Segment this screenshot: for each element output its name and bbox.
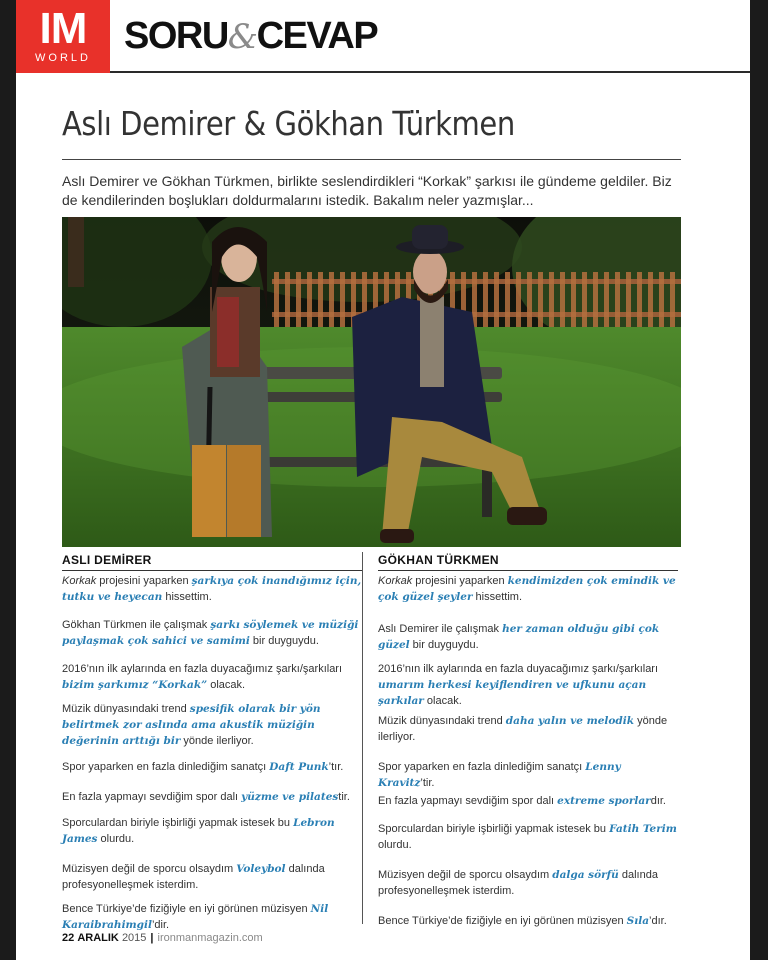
qa-item (62, 661, 362, 693)
qa-item (378, 573, 678, 605)
printed-text: bir duyguydu. (249, 635, 319, 647)
printed-text: dalında profesyonelleşmek isterdim. (378, 869, 658, 897)
printed-text: En fazla yapmayı sevdiğim spor dalı (62, 791, 242, 803)
handwritten-answer: Lenny Kravitz (378, 761, 621, 789)
handwritten-answer: her zaman olduğu gibi çok güzel (378, 623, 660, 651)
printed-text: bir duyguydu. (409, 639, 479, 651)
handwritten-answer: şarkı söylemek ve müziği paylaşmak çok sahici ve samimi (62, 619, 359, 647)
printed-text: ’tır. (328, 761, 344, 773)
article-title: Aslı Demirer & Gökhan Türkmen (62, 104, 515, 143)
printed-text: dır. (650, 795, 666, 807)
printed-text: Müzik dünyasındaki trend (378, 715, 506, 727)
qa-item (62, 573, 362, 605)
handwritten-answer: Daft Punk (269, 761, 329, 773)
printed-text: 2016’nın ilk aylarında en fazla duyacağımız şarkı/şarkıları (62, 663, 343, 675)
qa-item (378, 713, 678, 745)
printed-text: yönde ilerliyor. (180, 735, 254, 747)
qa-item (62, 617, 362, 649)
column-heading-rule (378, 570, 678, 571)
logo-sub: WORLD (35, 52, 91, 64)
qa-item (62, 901, 362, 933)
issue-month: ARALIK (77, 932, 119, 944)
article-intro: Aslı Demirer ve Gökhan Türkmen, birlikte seslendirdikleri “Korkak” şarkısı ile gündeme geldiler. Biz de kendilerinden boşlukları doldurmalarını istedik. Bakalım neler yazmışlar... (62, 173, 672, 208)
handwritten-answer: bizim şarkımız “Korkak” (62, 679, 208, 691)
handwritten-answer: dalga sörfü (552, 869, 619, 881)
printed-text: projesini yaparken (412, 575, 508, 587)
printed-text: olacak. (207, 679, 246, 691)
qa-item (378, 821, 678, 853)
handwritten-answer: spesifik olarak bir yön belirtmek zor aslında ama akustik müziğin değerinin arttığı bir (62, 703, 321, 747)
printed-text: Sporculardan biriyle işbirliği yapmak istesek bu (378, 823, 610, 835)
masthead (16, 0, 750, 73)
section-title (124, 14, 377, 59)
qa-item (378, 621, 678, 653)
section-right: CEVAP (256, 15, 378, 57)
column-divider (362, 552, 363, 924)
section-ampersand: & (227, 17, 257, 57)
handwritten-answer: Sıla (626, 915, 650, 927)
printed-text: tir. (338, 791, 350, 803)
qa-item (62, 815, 362, 847)
column-heading-rule (62, 570, 362, 571)
website-link[interactable]: ironmanmagazin.com (157, 932, 263, 944)
answers-gokhan (378, 552, 678, 927)
title-rule (62, 159, 681, 160)
printed-text: olurdu. (378, 839, 412, 851)
qa-item (62, 789, 362, 805)
issue-year: 2015 (121, 932, 147, 944)
page-number: 22 (62, 932, 75, 944)
printed-text: En fazla yapmayı sevdiğim spor dalı (378, 795, 558, 807)
qa-item (62, 759, 362, 775)
handwritten-answer: şarkıya çok inandığımız için, tutku ve heyecan (62, 575, 362, 603)
printed-text: ’dir. (151, 919, 170, 931)
header-rule (110, 71, 750, 73)
qa-item (378, 661, 678, 709)
printed-text: Müzisyen değil de sporcu olsaydım (378, 869, 553, 881)
printed-text: ’dır. (649, 915, 667, 927)
printed-text: Müzik dünyasındaki trend (62, 703, 190, 715)
handwritten-answer: Fatih Terim (609, 823, 677, 835)
handwritten-answer: extreme sporlar (557, 795, 651, 807)
answers-asli (62, 552, 362, 931)
logo-main: IM (39, 4, 87, 53)
printed-text: olacak. (423, 695, 462, 707)
handwritten-answer: kendimizden çok emindik ve çok güzel şeyler (378, 575, 676, 603)
printed-text: hissettim. (472, 591, 523, 603)
printed-text: Aslı Demirer ile çalışmak (378, 623, 503, 635)
handwritten-answer: yüzme ve pilates (241, 791, 339, 803)
column-heading-gokhan: GÖKHAN TÜRKMEN (378, 553, 499, 567)
handwritten-answer: umarım herkesi keyiflendiren ve ufkunu açan şarkılar (378, 679, 647, 707)
printed-text: ’tir. (420, 777, 435, 789)
printed-text: olurdu. (97, 833, 135, 845)
printed-text: hissettim. (162, 591, 212, 603)
page-footer (62, 932, 263, 944)
im-world-logo (16, 0, 110, 73)
printed-text: Müzisyen değil de sporcu olsaydım (62, 863, 237, 875)
printed-text: Bence Türkiye’de fiziğiyle en iyi görünen müzisyen (378, 915, 627, 927)
column-heading-asli: ASLI DEMİRER (62, 553, 152, 567)
qa-item (62, 701, 362, 749)
handwritten-answer: Nil Karaibrahimgil (62, 903, 329, 931)
qa-item (378, 867, 678, 899)
printed-text: yönde ilerliyor. (378, 715, 668, 743)
qa-item (378, 913, 678, 929)
section-left: SORU (124, 15, 228, 57)
printed-text: Gökhan Türkmen ile çalışmak (62, 619, 211, 631)
printed-text: Sporculardan biriyle işbirliği yapmak istesek bu (62, 817, 294, 829)
footer-separator: | (150, 932, 154, 944)
project-name: Korkak (378, 575, 413, 587)
handwritten-answer: Voleybol (236, 863, 286, 875)
printed-text: dalında profesyonelleşmek isterdim. (62, 863, 325, 891)
printed-text: 2016’nın ilk aylarında en fazla duyacağımız şarkı/şarkıları (378, 663, 659, 675)
printed-text: projesini yaparken (96, 575, 192, 587)
handwritten-answer: daha yalın ve melodik (505, 715, 635, 727)
qa-item (378, 759, 678, 791)
qa-item (378, 793, 678, 809)
printed-text: Spor yaparken en fazla dinlediğim sanatçı (62, 761, 270, 773)
qa-item (62, 861, 362, 893)
printed-text: Bence Türkiye’de fiziğiyle en iyi görünen müzisyen (62, 903, 311, 915)
handwritten-answer: Lebron James (62, 817, 335, 845)
printed-text: Spor yaparken en fazla dinlediğim sanatçı (378, 761, 586, 773)
photo-illustration (62, 217, 681, 547)
article-photo (62, 217, 681, 547)
project-name: Korkak (62, 575, 97, 587)
magazine-page (16, 0, 750, 960)
